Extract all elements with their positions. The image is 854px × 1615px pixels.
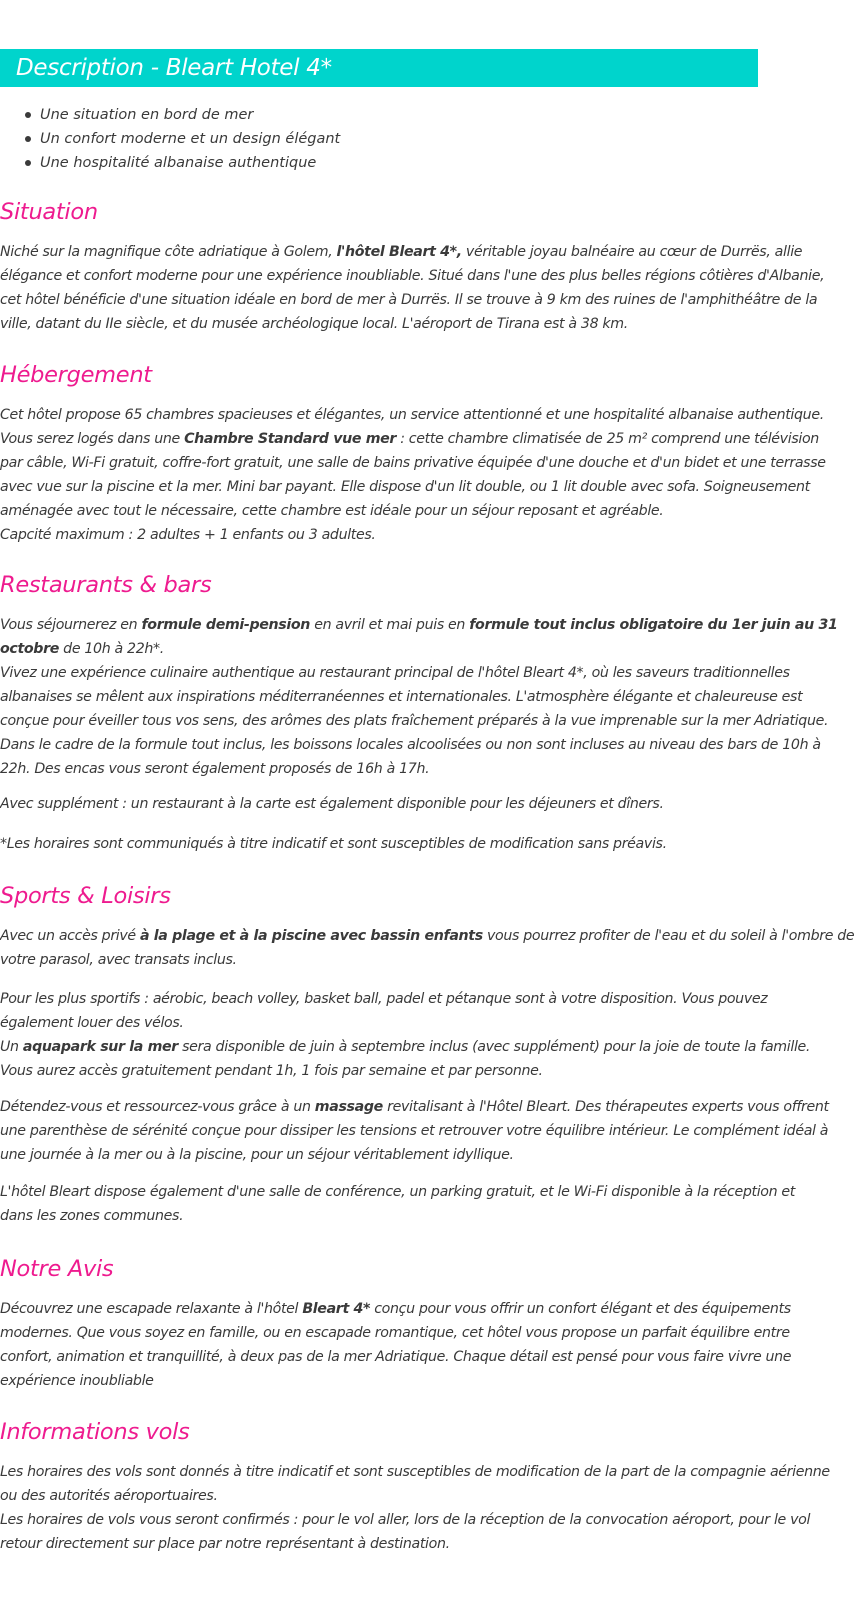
paragraph-line: Les horaires de vols vous seront confirmés : pour le vol aller, lors de la réception de la convocation aéroport, pour le vol: [0, 1512, 811, 1528]
bold-text: Bleart 4*: [302, 1301, 371, 1317]
bold-text: aquapark sur la mer: [22, 1039, 178, 1055]
paragraph-line: ou des autorités aéroportuaires.: [0, 1488, 218, 1504]
paragraph-line: également louer des vélos.: [0, 1015, 184, 1031]
paragraph-line: Dans le cadre de la formule tout inclus, les boissons locales alcoolisées ou non sont incluses au niveau des bars de 10h à: [0, 737, 821, 753]
list-item: Une situation en bord de mer: [24, 103, 340, 127]
avis-paragraph: [0, 1297, 792, 1393]
section-heading-restaurants: Restaurants & bars: [0, 572, 212, 598]
paragraph-line: Cet hôtel propose 65 chambres spacieuses et élégantes, un service attentionné et une hospitalité albanaise authentique.: [0, 407, 824, 423]
bold-text: massage: [314, 1099, 383, 1115]
section-heading-hebergement: Hébergement: [0, 362, 152, 388]
paragraph-line: albanaises se mêlent aux inspirations méditerranéennes et internationales. L'atmosphère élégante et chaleureuse est: [0, 689, 803, 705]
bold-text: formule tout inclus obligatoire du 1er juin au 31: [469, 617, 838, 633]
paragraph-line: Capcité maximum : 2 adultes + 1 enfants ou 3 adultes.: [0, 527, 376, 543]
bold-text: à la plage et à la piscine avec bassin enfants: [139, 928, 483, 944]
restaurants-note: *Les horaires sont communiqués à titre indicatif et sont susceptibles de modification sans préavis.: [0, 836, 667, 852]
paragraph-line: modernes. Que vous soyez en famille, ou en escapade romantique, cet hôtel vous propose un parfait équilibre entre: [0, 1325, 790, 1341]
paragraph-line: une parenthèse de sérénité conçue pour dissiper les tensions et retrouver votre équilibre intérieur. Le complément idéal à: [0, 1123, 829, 1139]
paragraph-line: Un aquapark sur la mer sera disponible de juin à septembre inclus (avec supplément) pour la joie de toute la famille.: [0, 1039, 811, 1055]
paragraph-line: Vivez une expérience culinaire authentique au restaurant principal de l'hôtel Bleart 4*, où les saveurs traditionnelles: [0, 665, 790, 681]
paragraph-line: retour directement sur place par notre représentant à destination.: [0, 1536, 450, 1552]
paragraph-line: conçue pour éveiller tous vos sens, des arômes des plats fraîchement préparés à la vue imprenable sur la mer Adriatique.: [0, 713, 829, 729]
paragraph-line: élégance et confort moderne pour une expérience inoubliable. Situé dans l'une des plus belles régions côtières d'Albanie,: [0, 268, 825, 284]
restaurants-supplement: Avec supplément : un restaurant à la carte est également disponible pour les déjeuners et dîners.: [0, 796, 664, 812]
paragraph-line: aménagée avec tout le nécessaire, cette chambre est idéale pour un séjour reposant et agréable.: [0, 503, 664, 519]
page-title: Description - Bleart Hotel 4*: [16, 55, 332, 81]
vols-paragraph: [0, 1460, 830, 1556]
paragraph-line: votre parasol, avec transats inclus.: [0, 952, 237, 968]
paragraph-line: une journée à la mer ou à la piscine, pour un séjour véritablement idyllique.: [0, 1147, 514, 1163]
paragraph-line: Détendez-vous et ressourcez-vous grâce à un massage revitalisant à l'Hôtel Bleart. Des thérapeutes experts vous offrent: [0, 1099, 829, 1115]
paragraph-line: Vous serez logés dans une Chambre Standard vue mer : cette chambre climatisée de 25 m² comprend une télévision: [0, 431, 819, 447]
sports-paragraph-facilities: [0, 1180, 796, 1228]
restaurants-paragraph: [0, 613, 838, 781]
sports-paragraph-beach: [0, 924, 854, 972]
paragraph-line: Découvrez une escapade relaxante à l'hôtel Bleart 4* conçu pour vous offrir un confort élégant et des équipements: [0, 1301, 791, 1317]
paragraph-line: avec vue sur la piscine et la mer. Mini bar payant. Elle dispose d'un lit double, ou 1 lit double avec sofa. Soigneusement: [0, 479, 810, 495]
paragraph-line: cet hôtel bénéficie d'une situation idéale en bord de mer à Durrës. Il se trouve à 9 km des ruines de l'amphithéâtre de la: [0, 292, 818, 308]
paragraph-line: par câble, Wi-Fi gratuit, coffre-fort gratuit, une salle de bains privative équipée d'une douche et d'un bidet et une terrasse: [0, 455, 826, 471]
paragraph-line: L'hôtel Bleart dispose également d'une salle de conférence, un parking gratuit, et le Wi-Fi disponible à la réception et: [0, 1184, 796, 1200]
paragraph-line: Vous aurez accès gratuitement pendant 1h, 1 fois par semaine et par personne.: [0, 1063, 543, 1079]
title-banner: [0, 49, 758, 87]
list-item: Une hospitalité albanaise authentique: [24, 151, 340, 175]
section-heading-situation: Situation: [0, 199, 98, 225]
sports-paragraph-activities: [0, 987, 811, 1083]
section-heading-vols: Informations vols: [0, 1419, 190, 1445]
paragraph-line: Avec un accès privé à la plage et à la piscine avec bassin enfants vous pourrez profiter de l'eau et du soleil à l'ombre de: [0, 928, 854, 944]
highlights-list: [24, 103, 340, 175]
bold-text: l'hôtel Bleart 4*,: [336, 244, 462, 260]
paragraph-line: Pour les plus sportifs : aérobic, beach volley, basket ball, padel et pétanque sont à votre disposition. Vous pouvez: [0, 991, 768, 1007]
bold-text: octobre: [0, 641, 60, 657]
paragraph-line: Vous séjournerez en formule demi-pension en avril et mai puis en formule tout inclus obligatoire du 1er juin au 31: [0, 617, 838, 633]
section-heading-sports: Sports & Loisirs: [0, 883, 171, 909]
hebergement-paragraph: [0, 403, 826, 547]
section-heading-avis: Notre Avis: [0, 1256, 114, 1282]
paragraph-line: octobre de 10h à 22h*.: [0, 641, 164, 657]
paragraph-line: Les horaires des vols sont donnés à titre indicatif et sont susceptibles de modification de la part de la compagnie aérienne: [0, 1464, 830, 1480]
situation-paragraph: [0, 240, 825, 336]
paragraph-line: confort, animation et tranquillité, à deux pas de la mer Adriatique. Chaque détail est pensé pour vous faire vivre une: [0, 1349, 792, 1365]
bold-text: Chambre Standard vue mer: [184, 431, 397, 447]
bold-text: formule demi-pension: [141, 617, 311, 633]
paragraph-line: Niché sur la magnifique côte adriatique à Golem, l'hôtel Bleart 4*, véritable joyau balnéaire au cœur de Durrës, allie: [0, 244, 803, 260]
paragraph-line: 22h. Des encas vous seront également proposés de 16h à 17h.: [0, 761, 430, 777]
sports-paragraph-massage: [0, 1095, 829, 1167]
paragraph-line: ville, datant du IIe siècle, et du musée archéologique local. L'aéroport de Tirana est à 38 km.: [0, 316, 628, 332]
paragraph-line: dans les zones communes.: [0, 1208, 184, 1224]
list-item: Un confort moderne et un design élégant: [24, 127, 340, 151]
paragraph-line: expérience inoubliable: [0, 1373, 154, 1389]
